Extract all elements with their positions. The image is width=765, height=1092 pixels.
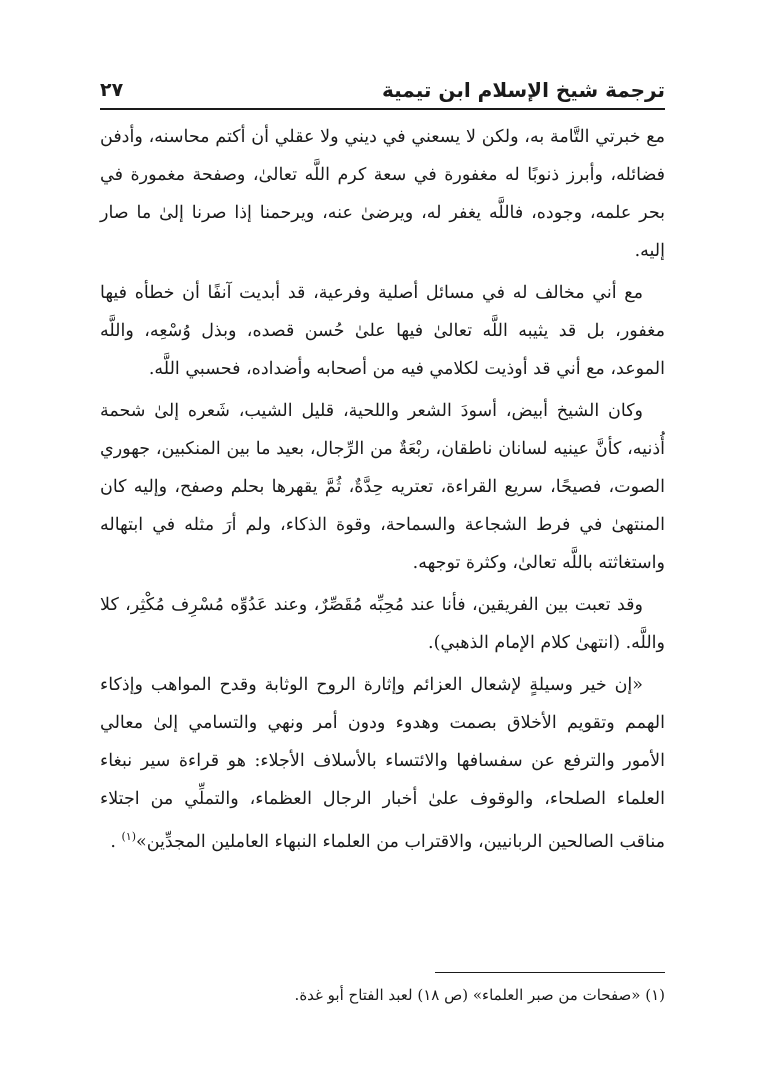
quote-text: «إن خير وسيلةٍ لإشعال العزائم وإثارة الروح الوثابة وقدح المواهب وإذكاء الهمم وتقويم الأخلاق بصمت وهدوء ودون أمر ونهي والتسامي إلىٰ معالي الأمور والترفع عن سفسافها والائتساء بالأسلاف الأجلاء: هو قراءة سير نبغاء العلماء الصلحاء، والوقوف علىٰ أخبار الرجال العظماء، والتملِّي من اجتلاء مناقب الصالحين الربانيين، والاقتراب من العلماء النبهاء العاملين المجدِّين» [100, 675, 665, 852]
closing-punctuation: . [110, 831, 116, 852]
main-text [100, 118, 665, 865]
header-divider [100, 108, 665, 110]
paragraph-1: مع خبرتي التَّامة به، ولكن لا يسعني في ديني ولا عقلي أن أكتم محاسنه، وأدفن فضائله، وأبرز ذنوبًا له مغفورة في سعة كرم اللَّه تعالىٰ، وصفحة مغمورة في بحر علمه، وجوده، فاللَّه يغفر له، ويرضىٰ عنه، ويرحمنا إذا صرنا إلىٰ ما صار إليه. [100, 127, 665, 261]
paragraph-5 [100, 666, 665, 861]
footnote: (١) «صفحات من صبر العلماء» (ص ١٨) لعبد الفتاح أبو غدة. [294, 986, 665, 1004]
paragraph-2: مع أني مخالف له في مسائل أصلية وفرعية، قد أبديت آنفًا أن خطأه فيها مغفور، بل قد يثيبه اللَّه تعالىٰ فيها علىٰ حُسن قصده، وبذل وُسْعِه، واللَّه الموعد، مع أني قد أوذيت لكلامي فيه من أصحابه وأضداده، فحسبي اللَّه. [100, 283, 665, 379]
page-header [100, 70, 665, 104]
paragraph-3: وكان الشيخ أبيض، أسودَ الشعر واللحية، قليل الشيب، شَعره إلىٰ شحمة أُذنيه، كأنَّ عينيه لسانان ناطقان، ربْعَةٌ من الرِّجال، بعيد ما بين المنكبين، جهوري الصوت، فصيحًا، سريع القراءة، تعتريه حِدَّةٌ، ثُمَّ يقهرها بحلم وصفح، وإليه كان المنتهىٰ في فرط الشجاعة والسماحة، وقوة الذكاء، ولم أرَ مثله في ابتهاله واستغاثته باللَّه تعالىٰ، وكثرة توجهه. [100, 401, 665, 573]
footnote-reference[interactable]: (١) [121, 830, 137, 843]
running-title: ترجمة شيخ الإسلام ابن تيمية [382, 78, 665, 102]
footnote-divider [435, 972, 665, 973]
paragraph-4: وقد تعبت بين الفريقين، فأنا عند مُحِبِّه مُقَصِّرٌ، وعند عَدُوِّه مُسْرِف مُكْثِر، كلا واللَّه. (انتهىٰ كلام الإمام الذهبي). [100, 595, 665, 653]
page-number: ٢٧ [100, 79, 124, 101]
